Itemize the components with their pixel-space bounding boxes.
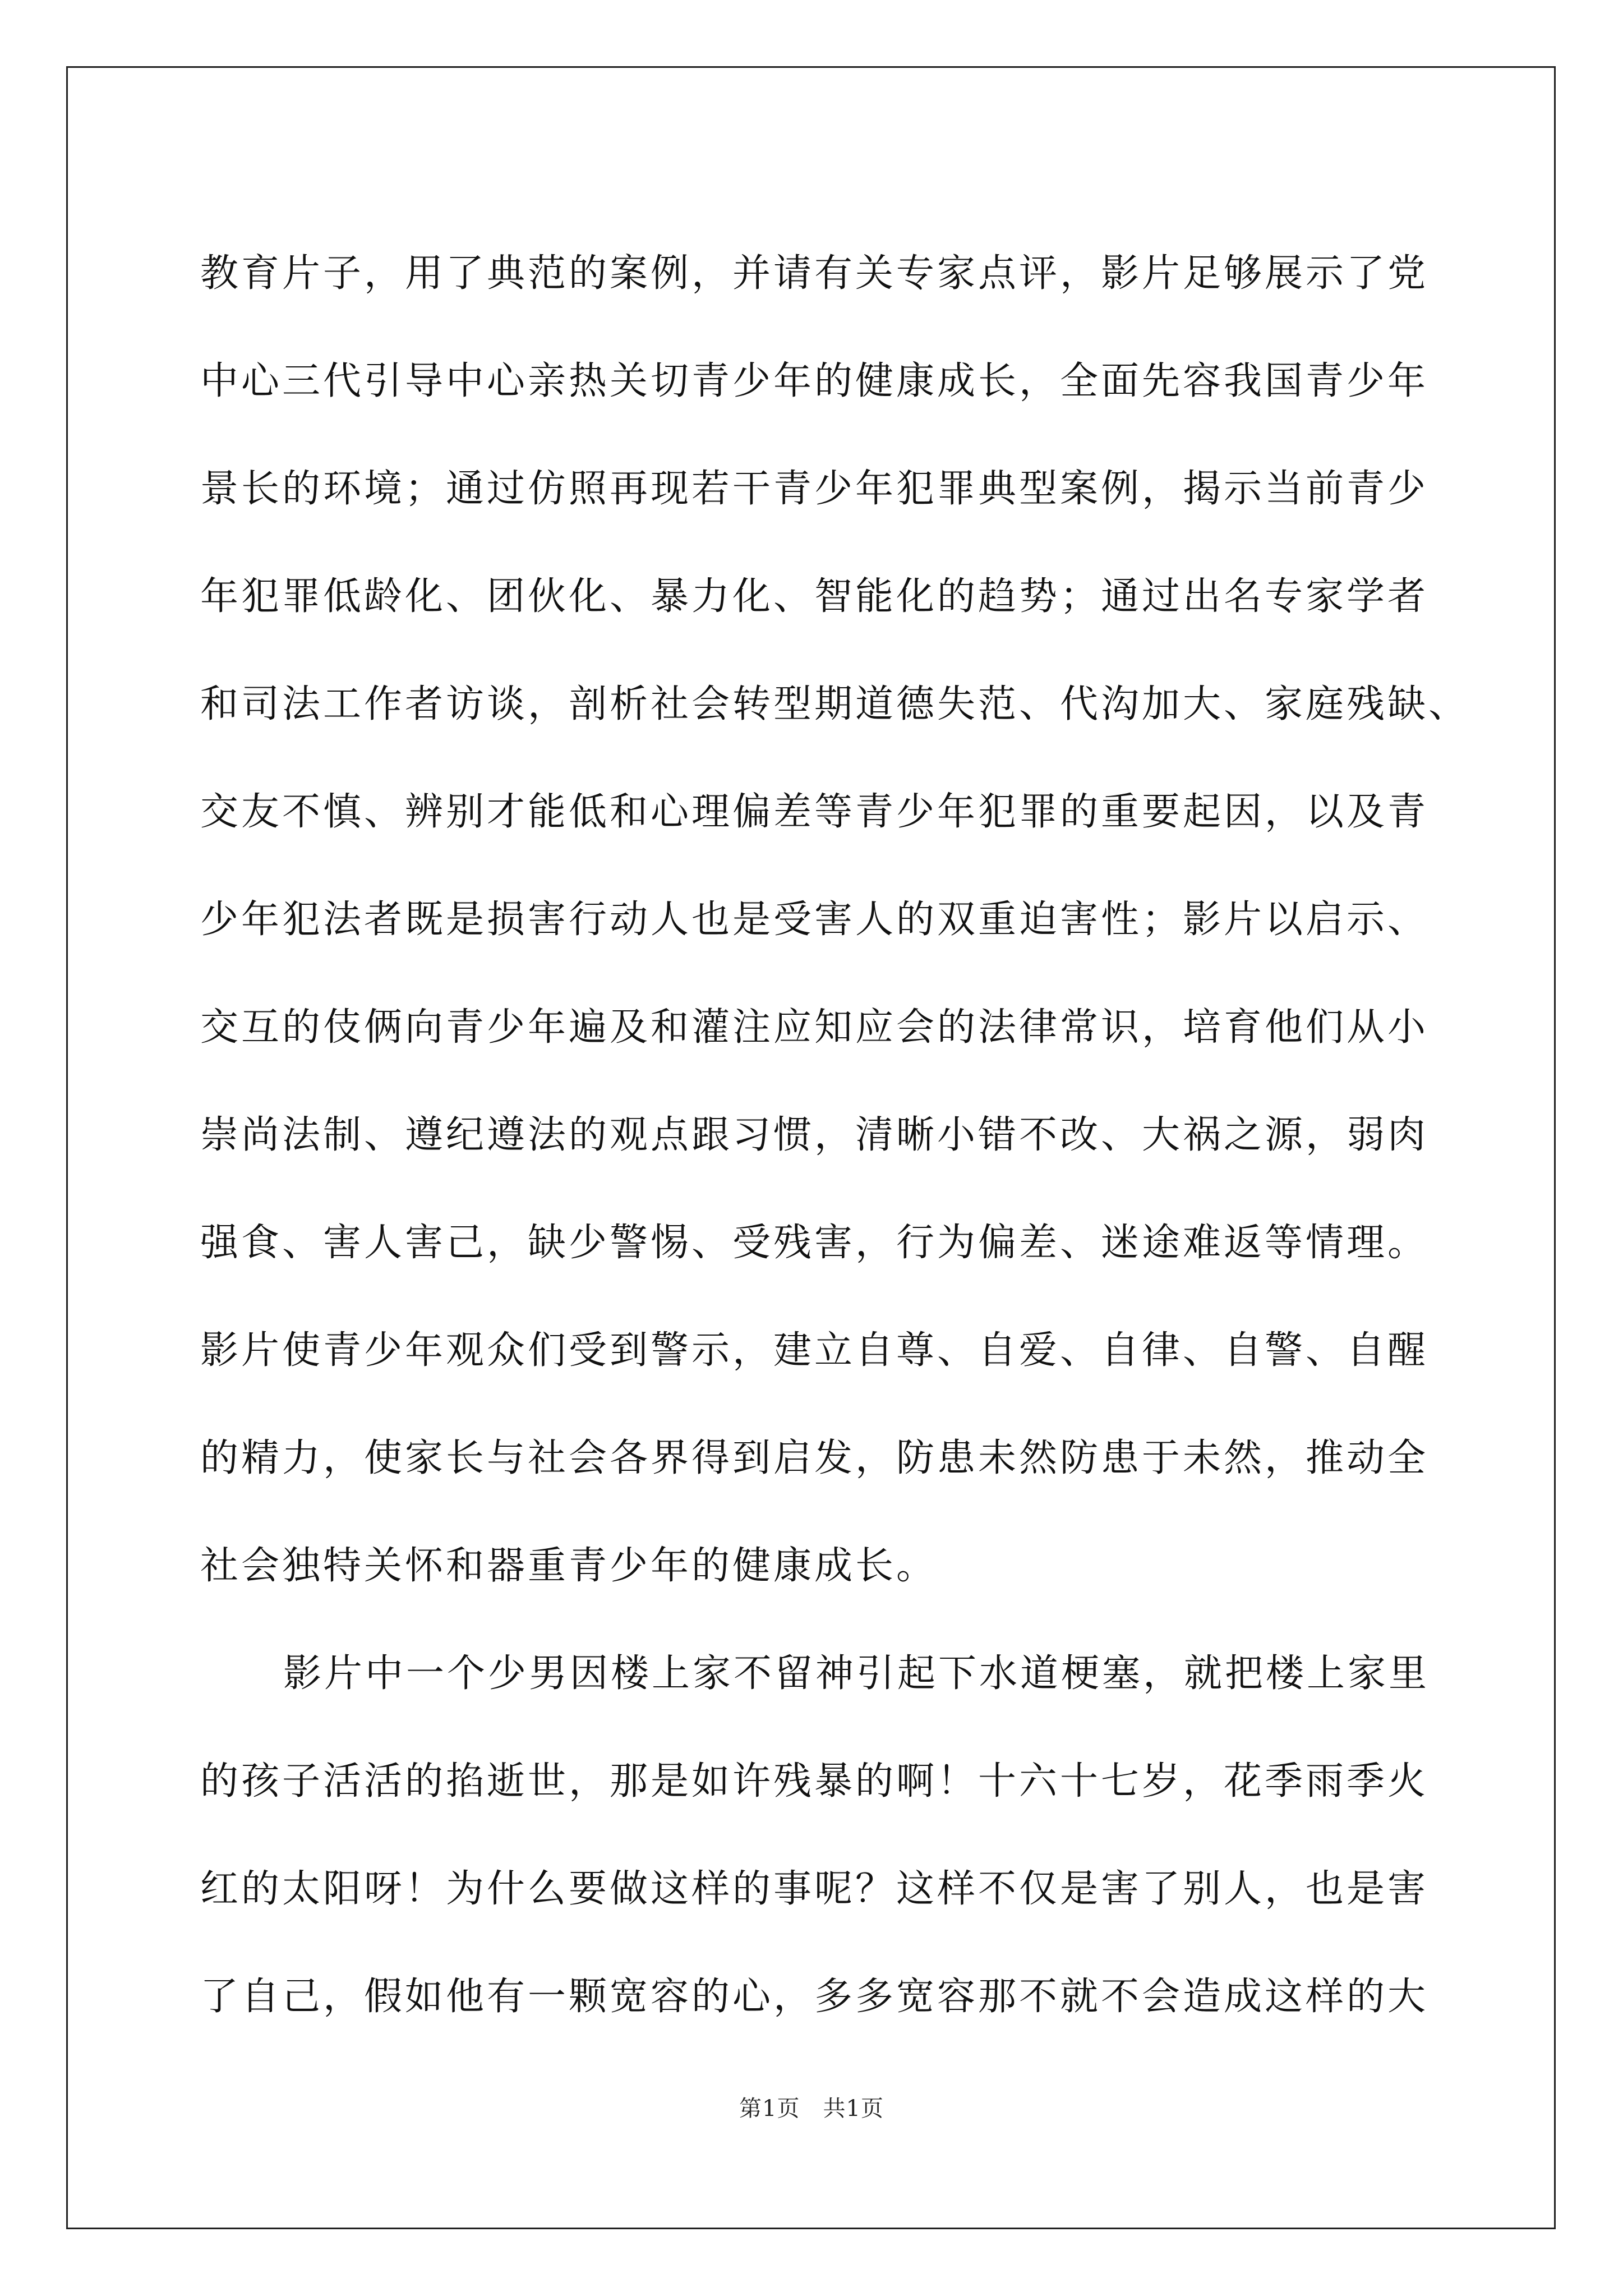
text-line: 社会独特关怀和器重青少年的健康成长。 [200,1544,938,1588]
text-line: 的精力，使家长与社会各界得到启发，防患未然防患于未然，推动全 [200,1436,1429,1480]
text-line: 了自己，假如他有一颗宽容的心，多多宽容那不就不会造成这样的大 [200,1975,1429,2019]
text-line: 崇尚法制、遵纪遵法的观点跟习惯，清晰小错不改、大祸之源，弱肉 [200,1113,1429,1157]
text-line: 强食、害人害己，缺少警惕、受残害，行为偏差、迷途难返等情理。 [200,1221,1429,1265]
text-line: 交友不慎、辨别才能低和心理偏差等青少年犯罪的重要起因，以及青 [200,790,1429,834]
text-line: 红的太阳呀！为什么要做这样的事呢？这样不仅是害了别人，也是害 [200,1867,1429,1911]
document-body [200,220,1470,2051]
paragraph-first-line: 影片中一个少男因楼上家不留神引起下水道梗塞，就把楼上家里 [283,1651,1430,1696]
text-line: 景长的环境；通过仿照再现若干青少年犯罪典型案例，揭示当前青少 [200,467,1429,511]
text-line: 影片使青少年观众们受到警示，建立自尊、自爱、自律、自警、自醒 [200,1328,1429,1373]
text-line: 和司法工作者访谈，剖析社会转型期道德失范、代沟加大、家庭残缺、 [200,682,1470,726]
text-line: 少年犯法者既是损害行动人也是受害人的双重迫害性；影片以启示、 [200,898,1429,942]
text-line: 年犯罪低龄化、团伙化、暴力化、智能化的趋势；通过出名专家学者 [200,574,1429,619]
text-line: 交互的伎俩向青少年遍及和灌注应知应会的法律常识，培育他们从小 [200,1005,1429,1050]
text-line: 中心三代引导中心亲热关切青少年的健康成长，全面先容我国青少年 [200,359,1429,403]
text-line: 的孩子活活的掐逝世，那是如许残暴的啊！十六十七岁，花季雨季火 [200,1759,1429,1803]
text-line: 教育片子，用了典范的案例，并请有关专家点评，影片足够展示了党 [200,251,1429,296]
page-number-footer: 第1页 共1页 [739,2096,884,2122]
